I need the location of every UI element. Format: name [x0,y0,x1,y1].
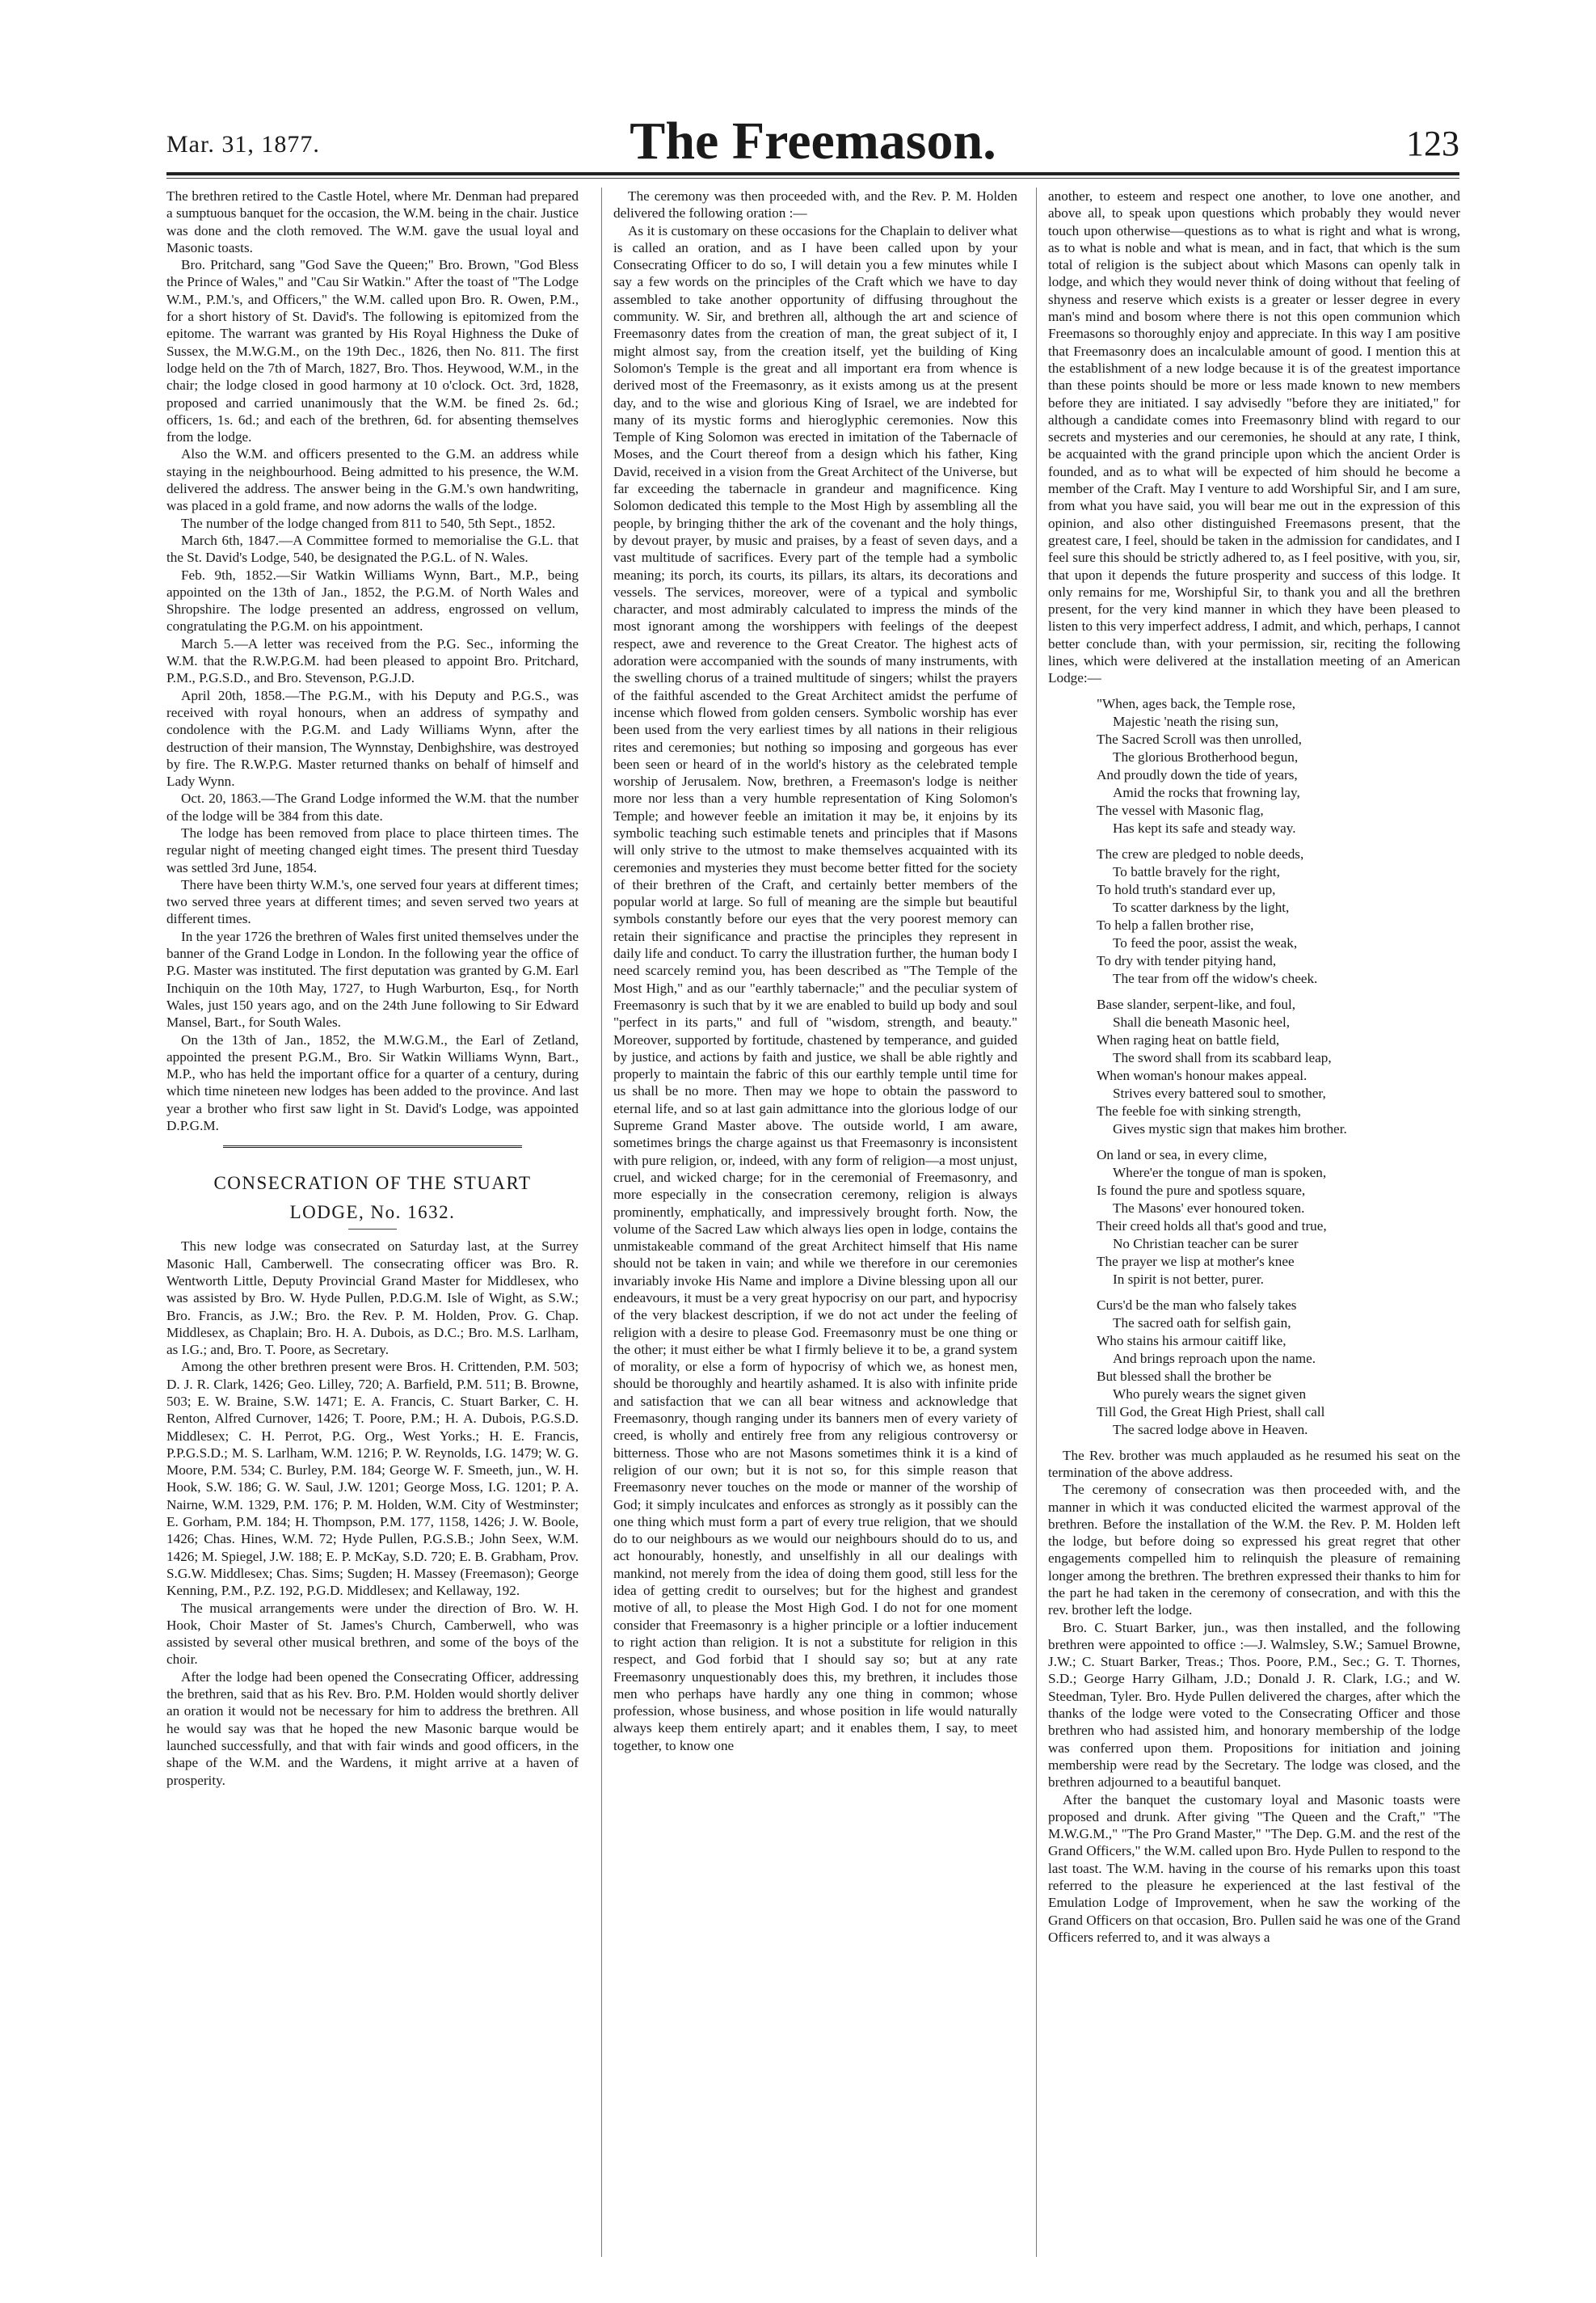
poem-line: Amid the rocks that frowning lay, [1113,784,1300,800]
poem-line: Has kept its safe and steady way. [1113,820,1296,836]
poem-line: When woman's honour makes appeal. [1097,1067,1308,1083]
poem-line: To feed the poor, assist the weak, [1113,934,1298,951]
poem-stanza [1048,846,1460,988]
paragraph: After the banquet the customary loyal and Masonic toasts were proposed and drunk. After giving "The Queen and the Craft," "The M.W.G.M.," "The Pro Grand Master," "The Dep. G.M. and the rest of the Grand Officers," the W.M. called upon Bro. Hyde Pullen to respond to the last toast. The W.M. having in the course of his remarks upon this toast referred to the pleasure he experienced at the last festival of the Emulation Lodge of Improvement, when he saw the working of the Grand Officers on that occasion, Bro. Pullen said he was one of the Grand Officers referred to, and it was always a [1048,1791,1460,1945]
poem-line: In spirit is not better, purer. [1113,1271,1264,1287]
paragraph: Bro. C. Stuart Barker, jun., was then installed, and the following brethren were appointed to office :—J. Walmsley, S.W.; Samuel Browne, J.W.; C. Stuart Barker, Treas.; Thos. Poore, P.M., Sec.; G. T. Thornes, S.D.; George Harry Gilham, J.D.; Donald J. R. Clark, I.G.; and W. Steedman, Tyler. Bro. Hyde Pullen delivered the charges, after which the thanks of the lodge were voted to the Consecrating Officer and those brethren who had assisted him, and honorary membership of the lodge was conferred upon them. Propositions for initiation and joining membership were read by the Secretary. The lodge was closed, and the brethren adjourned to a beautiful banquet. [1048,1619,1460,1791]
poem-line: To battle bravely for the right, [1113,863,1280,879]
column-1 [166,188,579,1789]
poem-line: To hold truth's standard ever up, [1097,881,1276,897]
poem-line: To dry with tender pitying hand, [1097,952,1277,968]
paragraph: March 6th, 1847.—A Committee formed to memorialise the G.L. that the St. David's Lodge, 540, be designated the P.G.L. of N. Wales. [166,532,579,566]
poem-line: To help a fallen brother rise, [1097,917,1254,933]
heading-rule [348,1229,397,1230]
poem-line: The feeble foe with sinking strength, [1097,1103,1301,1119]
poem-line: Base slander, serpent-like, and foul, [1097,996,1296,1012]
section-heading: CONSECRATION OF THE STUART [213,1173,532,1194]
section-divider [223,1145,522,1153]
poem-line: And proudly down the tide of years, [1097,766,1298,782]
poem-line: The sacred oath for selfish gain, [1113,1314,1291,1331]
poem-line: The Masons' ever honoured token. [1113,1200,1305,1216]
paragraph: April 20th, 1858.—The P.G.M., with his Deputy and P.G.S., was received with royal honours, when an address of sympathy and condolence with the P.G.M. and Lady Williams Wynn, after the destruction of their mansion, The Wynnstay, Denbighshire, was destroyed by fire. The R.W.P.G. Master returned thanks on behalf of himself and Lady Wynn. [166,687,579,790]
paragraph: Feb. 9th, 1852.—Sir Watkin Williams Wynn, Bart., M.P., being appointed on the 13th of Jan., 1852, the P.G.M. of North Wales and Shropshire. The lodge presented an address, engrossed on vellum, congratulating the P.G.M. on his appointment. [166,567,579,635]
paragraph: There have been thirty W.M.'s, one served four years at different times; two served three years at different times; and seven served two years at different times. [166,876,579,927]
paragraph: As it is customary on these occasions for the Chaplain to deliver what is called an oration, and as I have been called upon by your Consecrating Officer to do so, I will detain you a few minutes while I say a few words on the principles of the Craft which we have to day assembled to take another opportunity of diffusing throughout the community. W. Sir, and brethren all, although the art and science of Freemasonry dates from the creation of man, the great subject of it, I might almost say, from the creation itself, yet the building of King Solomon's Temple is the great and all important era from whence is derived most of the Freemasonry, as it exists among us at the present day, and to the wise and glorious King of Israel, we are indebted for many of its mystic forms and hieroglyphic ceremonies. Now this Temple of King Solomon was erected in imitation of the Tabernacle of Moses, and the Court thereof from a design which his father, King David, received in a vision from the Great Architect of the Universe, but far exceeding the tabernacle in grandeur and magnificence. King Solomon dedicated this temple to the Most High by assembling all the people, by bringing thither the ark of the covenant and the holy things, by devout prayer, by music and praises, by a feast of seven days, and a vast multitude of sacrifices. Every part of the temple had a symbolic meaning; its porch, its courts, its pillars, its altars, its decorations and vessels. The services, moreover, were of a typical and symbolic character, and most admirably calculated to impress the minds of the most ignorant among the worshippers with feelings of the deepest respect, awe and reverence to the Great Creator. The highest acts of adoration were accompanied with the sounds of many instruments, with the swelling chorus of a trained multitude of singers; whilst the prayers of the faithful ascended to the Great Architect amidst the perfume of incense which flowed from golden censers. Symbolic worship has ever been used from the very earliest times by all nations in their religious rites and ceremonies; but nothing so imposing and gorgeous has ever been seen or heard of in the world's history as the celebrated temple worship of Jerusalem. Now, brethren, a Freemason's lodge is neither more nor less than a very humble representation of King Solomon's Temple; and however feeble an imitation it may be, it enjoins by its symbolic teaching such estimable tenets and principles that if Masons will only strive to the utmost to make themselves acquainted with its ceremonies and mysteries they must become better fitted for the society of their brethren of the Craft, and certainly better members of the popular world at large. So full of meaning are the simple but beautiful symbols constantly before our eyes that the very poorest memory can retain their significance and practise the principles they represent in daily life and conduct. To carry the illustration further, the human body I need scarcely remind you, has been described as "The Temple of the Most High," and as our "earthly tabernacle;" and the peculiar system of Freemasonry is such that by it we are enabled to build up body and soul "perfect in its parts," and full of "wisdom, strength, and beauty." Moreover, supported by fortitude, chastened by temperance, and guided by justice, and actions by faith and justice, we shall be able rightly and properly to maintain the fabric of this our earthly temple until time for us shall be no more. Then may we hope to obtain the password to eternal life, and so at last gain admittance into the glorious lodge of our Supreme Grand Master above. The outside world, I am aware, sometimes brings the charge against us that Freemasonry is inconsistent with pure religion, or, indeed, with any form of religion—a most unjust, cruel, and wicked charge; for in the ceremonial of Freemasonry, and more especially in the consecration ceremony, religion is always prominently, emphatically, and impressively brought forth. Now, the volume of the Sacred Law which always lies open in lodge, contains the unmistakeable command of the great Architect himself that His name should not be taken in vain; and while we therefore in our ceremonies invariably invoke His Name and implore a Divine blessing upon all our endeavours, it must be a very great hypocrisy on our part, and hypocrisy of the very blackest description, if we do not act under the feeling of religion with a desire to please God. Freemasonry must be one thing or the other; it must either be what I firmly believe it to be, a grand system of morality, or else a form of hypocrisy of which we, as honest men, should be thoroughly and heartily ashamed. It is also with infinite pride and satisfaction that we can all bear witness and acknowledge that Freemasonry, though ranging under its banners men of every variety of creed, is wholly and entirely free from any religious controversy or bitterness. Those who are not Masons sometimes think it is a kind of religion of our own; but it is not so, for this simple reason that Freemasonry never touches on the mode or manner of the worship of God; it simply inculcates and enforces as strongly as it possibly can the one thing which must form a part of every true religion, that we should do to our neighbours as we would our neighbours should do to us, and act honourably, honestly, and unselfishly in all our dealings with mankind, not merely from the idea of doing them good, still less for the idea of getting credit to ourselves; but for the highest and grandest motive of all, to please the Most High God. I do not for one moment consider that Freemasonry is a higher principle or a loftier inducement to right action than religion. It is not a substitute for religion in this respect, and God forbid that I should say so; but at any rate Freemasonry unquestionably does this, my brethren, it includes those men who perhaps have hardly any one thing in common; whose profession, whose business, and whose position in life would naturally always keep them entirely apart; and it enables them, I say, to meet together, to know one [613,222,1017,1753]
paragraph: March 5.—A letter was received from the P.G. Sec., informing the W.M. that the R.W.P.G.M. had been pleased to appoint Bro. Pritchard, P.M., P.G.S.D., and Bro. Stevenson, P.G.J.D. [166,635,579,686]
poem-line: Strives every battered soul to smother, [1113,1085,1326,1101]
paragraph: Oct. 20, 1863.—The Grand Lodge informed the W.M. that the number of the lodge will be 384 from this date. [166,791,579,824]
poem-line: Where'er the tongue of man is spoken, [1113,1164,1327,1180]
column-2 [601,188,1017,2257]
paragraph: The musical arrangements were under the direction of Bro. W. H. Hook, Choir Master of St. James's Church, Camberwell, who was assisted by several other musical brethren, and some of the boys of the choir. [166,1600,579,1668]
poem-line: Gives mystic sign that makes him brother. [1113,1120,1347,1137]
newspaper-title: The Freemason. [630,112,996,171]
poem-line: The sacred lodge above in Heaven. [1113,1421,1308,1437]
paragraph: The Rev. brother was much applauded as he resumed his seat on the termination of the above address. [1048,1447,1460,1480]
paragraph: another, to esteem and respect one another, to love one another, and above all, to speak upon questions which probably they would never touch upon otherwise—questions as to what is right and what is wrong, as to what is noble and what is mean, and in fact, that which is the sum total of religion is the subject about which Masons can openly talk in lodge, and which they would never think of doing without that feeling of shyness and reserve which exists is a greater or lesser degree in every man's mind and bosom where there is not this open communion which Freemasons so thoroughly enjoy and appreciate. In this way I am positive that Freemasonry does an incalculable amount of good. I mention this at the establishment of a new lodge because it is of the greatest importance than these points should be more or less made known to new members before they are initiated. I say advisedly "before they are initiated," for although a candidate comes into Freemasonry blind with regard to our secrets and mysteries and our ceremonies, he should at any rate, I think, be acquainted with the grand principle upon which the ancient Order is founded, and as to what will be expected of him should he become a member of the Craft. May I venture to add Worshipful Sir, and I am sure, from what you have said, you will bear me out in the expression of this opinion, and also other distinguished Freemasons present, that the greatest care, I feel, should be taken in the admission for candidates, and I feel sure this should be strictly adhered to, as I feel positive, with you, sir, that upon it depends the future prosperity and success of this lodge. It only remains for me, Worshipful Sir, to thank you and all the brethren present, for the very kind manner in which they have been pleased to listen to this very imperfect address, I admit, and which, perhaps, I cannot better conclude than, with your permission, sir, reciting the following lines, which were delivered at the installation meeting of an American Lodge:— [1048,188,1460,686]
page-number: 123 [1406,124,1459,163]
masthead-rule [166,172,1459,175]
poem-line: Till God, the Great High Priest, shall call [1097,1403,1325,1419]
section-heading-line-2: LODGE, No. 1632. [289,1202,456,1223]
poem-line: Their creed holds all that's good and true, [1097,1217,1327,1234]
poem-line: The crew are pledged to noble deeds, [1097,846,1304,862]
masthead [166,113,1459,170]
poem-line: Majestic 'neath the rising sun, [1113,713,1279,729]
poem-line: But blessed shall the brother be [1097,1368,1272,1384]
poem-line: Who stains his armour caitiff like, [1097,1332,1286,1348]
poem-line: No Christian teacher can be surer [1113,1235,1299,1251]
poem-line: Curs'd be the man who falsely takes [1097,1297,1297,1313]
issue-date: Mar. 31, 1877. [166,131,320,158]
masthead-rule-thin [166,178,1459,179]
poem-stanza [1048,1297,1460,1439]
poem-line: Shall die beneath Masonic heel, [1113,1014,1291,1030]
poem-line: The vessel with Masonic flag, [1097,802,1264,818]
poem-line: The prayer we lisp at mother's knee [1097,1253,1295,1269]
poem-line: On land or sea, in every clime, [1097,1146,1267,1162]
poem-line: And brings reproach upon the name. [1113,1350,1316,1366]
paragraph: After the lodge had been opened the Consecrating Officer, addressing the brethren, said that as his Rev. Bro. P.M. Holden would shortly deliver an oration it would not be necessary for him to address the brethren. All he would say was that he hoped the new Masonic barque would be launched successfully, and that with fair winds and good officers, in the shape of the W.M. and the Wardens, it might arrive at a haven of prosperity. [166,1668,579,1788]
paragraph: Also the W.M. and officers presented to the G.M. an address while staying in the neighbourhood. Being admitted to his presence, the W.M. delivered the address. The answer being in the G.M.'s own handwriting, was placed in a gold frame, and now adorns the walls of the lodge. [166,446,579,514]
paragraph: On the 13th of Jan., 1852, the M.W.G.M., the Earl of Zetland, appointed the present P.G.M., Bro. Sir Watkin Williams Wynn, Bart., M.P., who has held the important office for a quarter of a century, during which time nineteen new lodges has been added to the province. And last year a brother who first saw light in St. David's Lodge, was appointed D.P.G.M. [166,1031,579,1134]
poem-stanza [1048,996,1460,1138]
poem-stanza [1048,695,1460,837]
poem-line: "When, ages back, the Temple rose, [1097,695,1296,711]
paragraph: The ceremony of consecration was then proceeded with, and the manner in which it was conducted elicited the warmest approval of the brethren. Before the installation of the W.M. the Rev. P. M. Holden left the lodge, but before doing so expressed his great regret that other engagements compelled him to relinquish the pleasure of remaining longer among the brethren. The brethren expressed their thanks to him for the part he had taken in the ceremony of consecration, and with this the rev. brother left the lodge. [1048,1482,1460,1618]
poem-line: When raging heat on battle field, [1097,1031,1280,1048]
poem-line: The Sacred Scroll was then unrolled, [1097,731,1302,747]
paragraph: Among the other brethren present were Bros. H. Crittenden, P.M. 503; D. J. R. Clark, 1426; Geo. Lilley, 720; A. Barfield, P.M. 511; B. Browne, 503; E. W. Braine, S.W. 1471; E. A. Francis, C. Stuart Barker, C. H. Renton, Alfred Curnover, 1426; T. Poore, P.M.; H. A. Dubois, P.G.S.D. Middlesex; C. H. Perrot, P.G. Org., West Yorks.; H. E. Francis, P.P.G.S.D.; M. S. Larlham, W.M. 1216; P. W. Reynolds, I.G. 1479; W. G. Moore, P.M. 534; C. Burley, P.M. 184; George W. F. Smeeth, jun., W. H. Hook, S.W. 186; G. W. Saul, J.W. 1201; George Moss, I.G. 1201; P. A. Nairne, W.M. 1329, P.M. 176; P. M. Holden, W.M. City of Westminster; E. Gorham, P.M. 184; H. Thompson, P.M. 177, 1158, 1426; J. W. Boole, 1426; Chas. Hines, W.M. 72; Hyde Pullen, P.G.S.B.; John Seex, W.M. 1426; M. Spiegel, J.W. 188; E. P. McKay, S.D. 720; E. B. Grabham, Prov. S.G.W. Middlesex; Chas. Sims; Sugden; H. Massey (Freemason); George Kenning, P.M., P.Z. 192, P.G.D. Middlesex; and Kellaway, 192. [166,1359,579,1599]
paragraph: The number of the lodge changed from 811 to 540, 5th Sept., 1852. [181,515,556,531]
paragraph: The brethren retired to the Castle Hotel, where Mr. Denman had prepared a sumptuous banquet for the occasion, the W.M. being in the chair. Justice was done and the cloth removed. The W.M. gave the usual loyal and Masonic toasts. [166,188,579,255]
paragraph: Bro. Pritchard, sang "God Save the Queen;" Bro. Brown, "God Bless the Prince of Wales," and "Cau Sir Watkin." After the toast of "The Lodge W.M., P.M.'s, and Officers," the W.M. called upon Bro. R. Owen, P.M., for a short history of St. David's. The following is epitomized from the epitome. The warrant was granted by His Royal Highness the Duke of Sussex, the M.W.G.M., on the 19th Dec., 1826, then No. 811. The first lodge held on the 7th of March, 1827, Bro. Thos. Heywood, W.M., in the chair; the lodge closed in good harmony at 10 o'clock. Oct. 3rd, 1828, proposed and carried unanimously that the W.M. be fined 2s. 6d.; officers, 1s. 6d.; and each of the brethren, 6d. for absenting themselves from the lodge. [166,257,579,445]
column-3 [1036,188,1460,2257]
paragraph: In the year 1726 the brethren of Wales first united themselves under the banner of the Grand Lodge in London. In the following year the office of P.G. Master was instituted. The first deputation was granted by G.M. Earl Inchiquin on the 10th May, 1727, to Hugh Warburton, Esq., for North Wales, just 150 years ago, and on the 24th June following to Sir Edward Mansel, Bart., for South Wales. [166,928,579,1031]
paragraph: This new lodge was consecrated on Saturday last, at the Surrey Masonic Hall, Camberwell. The consecrating officer was Bro. R. Wentworth Little, Deputy Provincial Grand Master for Middlesex, who was assisted by Bro. W. Hyde Pullen, P.D.G.M. Isle of Wight, as S.W.; Bro. Francis, as J.W.; Bro. the Rev. P. M. Holden, Prov. G. Chap. Middlesex, as Chaplain; Bro. H. A. Dubois, as D.C.; Bro. M.S. Larlham, as I.G.; and, Bro. T. Poore, as Secretary. [166,1238,579,1358]
poem-line: The glorious Brotherhood begun, [1113,749,1299,765]
poem-line: Who purely wears the signet given [1113,1386,1307,1402]
poem-stanza [1048,1146,1460,1289]
poem-line: To scatter darkness by the light, [1113,899,1290,915]
paragraph: The ceremony was then proceeded with, and the Rev. P. M. Holden delivered the following oration :— [613,188,1017,221]
poem [1048,695,1460,1439]
poem-line: Is found the pure and spotless square, [1097,1182,1306,1198]
paragraph: The lodge has been removed from place to place thirteen times. The regular night of meeting changed eight times. The present third Tuesday was settled 3rd June, 1854. [166,825,579,875]
poem-line: The tear from off the widow's cheek. [1113,970,1318,986]
poem-line: The sword shall from its scabbard leap, [1113,1049,1332,1065]
